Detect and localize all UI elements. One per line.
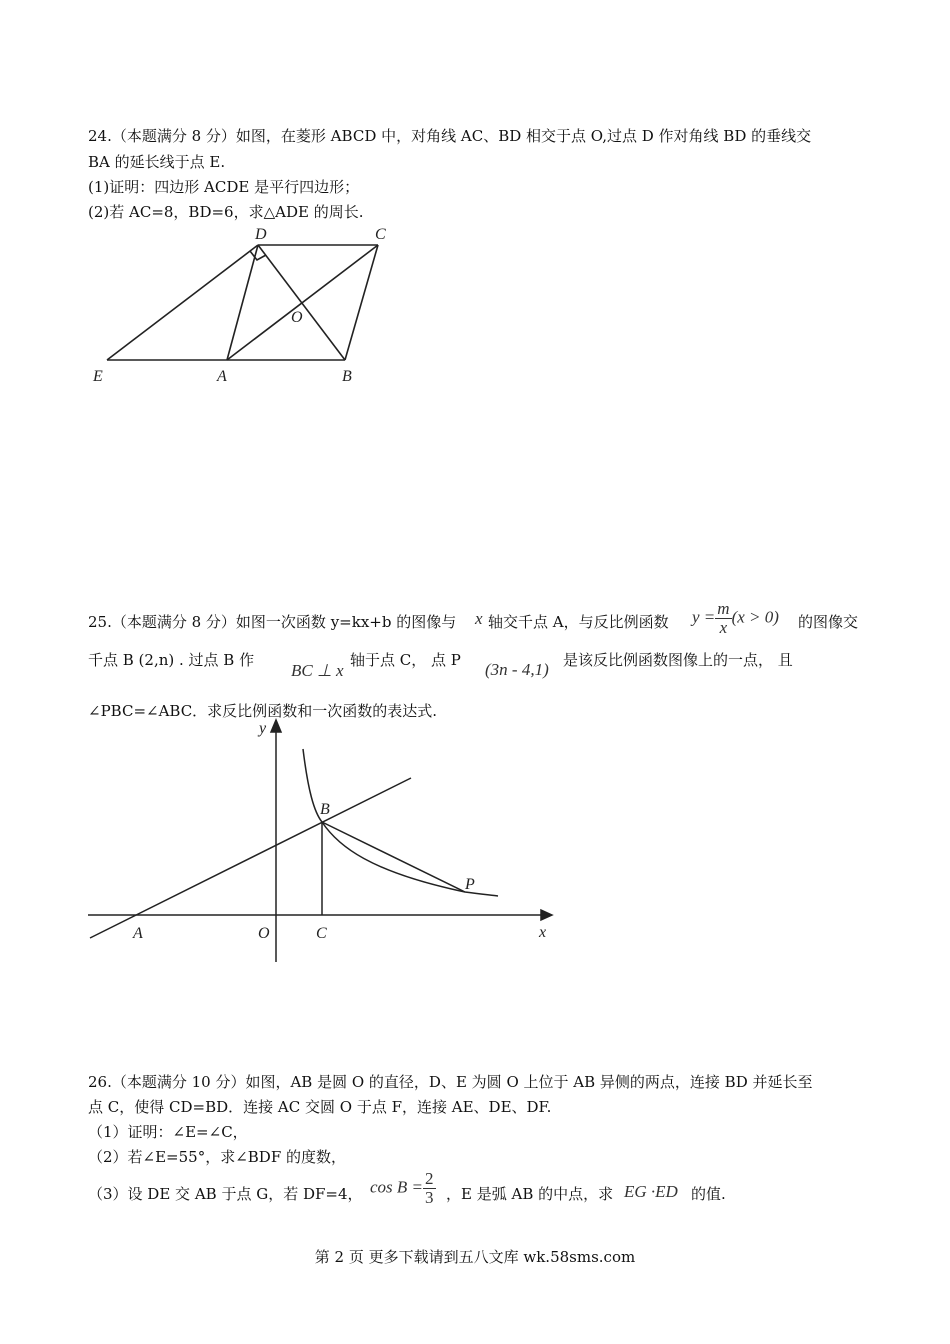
q24-label-A: A [217, 368, 227, 385]
q25-label-P: P [465, 876, 475, 893]
q24-line1: 24.（本题满分 8 分）如图，在菱形 ABCD 中，对角线 AC、BD 相交于点 O,过点 D 作对角线 BD 的垂线交 [88, 127, 812, 145]
q25-hyperbola-curve [303, 749, 498, 896]
q25-line1b: 轴交千点 A，与反比例函数 [488, 613, 669, 631]
q26-line4: （2）若∠E=55°，求∠BDF 的度数， [88, 1148, 347, 1166]
q24-line4: (2)若 AC=8，BD=6，求△ADE 的周长. [88, 203, 364, 221]
q26-line5c: 的值. [691, 1185, 726, 1203]
q25-label-x: x [539, 924, 547, 941]
q25-line2c: 是该反比例函数图像上的一点， 且 [563, 651, 793, 669]
q25-label-O: O [258, 925, 270, 942]
q24-label-E: E [93, 368, 103, 385]
q25-line3: ∠PBC=∠ABC．求反比例函数和一次函数的表达式. [88, 702, 437, 720]
q26-line2: 点 C，使得 CD=BD．连接 AC 交圆 O 于点 F，连接 AE、DE、DF. [88, 1098, 552, 1116]
q26-cos-label: cos B = [370, 1177, 424, 1197]
q25-line2a: 千点 B (2,n) . 过点 B 作 [88, 651, 255, 669]
q26-cos-den: 3 [425, 1188, 434, 1207]
q24-line3: (1)证明：四边形 ACDE 是平行四边形； [88, 178, 360, 196]
q25-func-num: m [717, 599, 730, 618]
q25-label-B: B [320, 801, 330, 818]
q25-label-y: y [259, 720, 267, 737]
q25-p-coordinate: (3n - 4,1) [485, 660, 549, 679]
q26-cos-num: 2 [425, 1169, 434, 1188]
q25-x-variable: x [475, 609, 483, 628]
q25-x-axis-arrow [541, 910, 552, 920]
q25-line1a: 25.（本题满分 8 分）如图一次函数 y=kx+b 的图像与 [88, 613, 457, 631]
q25-y-axis-arrow [271, 720, 281, 732]
q25-segment-BP [322, 822, 465, 892]
q24-label-B: B [342, 368, 352, 385]
page-footer: 第 2 页 更多下载请到五八文库 wk.58sms.com [314, 1248, 636, 1266]
q25-func-den: x [719, 618, 728, 637]
q25-label-A: A [133, 925, 143, 942]
q24-label-C: C [375, 226, 386, 243]
q26-cos-fraction [423, 1170, 436, 1207]
q24-line2: BA 的延长线于点 E. [88, 153, 226, 171]
q25-func-cond: (x > 0) [731, 607, 779, 627]
q24-label-O: O [291, 309, 303, 326]
q26-line1: 26.（本题满分 10 分）如图，AB 是圆 O 的直径，D、E 为圆 O 上位于 AB 异侧的两点，连接 BD 并延长至 [88, 1073, 813, 1091]
q24-label-D: D [255, 226, 267, 243]
q25-label-C: C [316, 925, 327, 942]
q26-cos-formula [370, 1170, 436, 1207]
q26-line5a: （3）设 DE 交 AB 于点 G，若 DF=4， [88, 1185, 363, 1203]
q26-line3: （1）证明：∠E=∠C， [88, 1123, 248, 1141]
q25-perp-expr: BC ⊥ x [291, 661, 344, 680]
q26-line5b: ，E 是弧 AB 的中点，求 [446, 1185, 614, 1203]
q26-eg-ed-expr: EG ·ED [624, 1182, 678, 1201]
q25-func-left: y = [692, 607, 716, 627]
q25-line1c: 的图像交 [798, 613, 859, 631]
q25-line2b: 轴于点 C， 点 P [350, 651, 461, 669]
